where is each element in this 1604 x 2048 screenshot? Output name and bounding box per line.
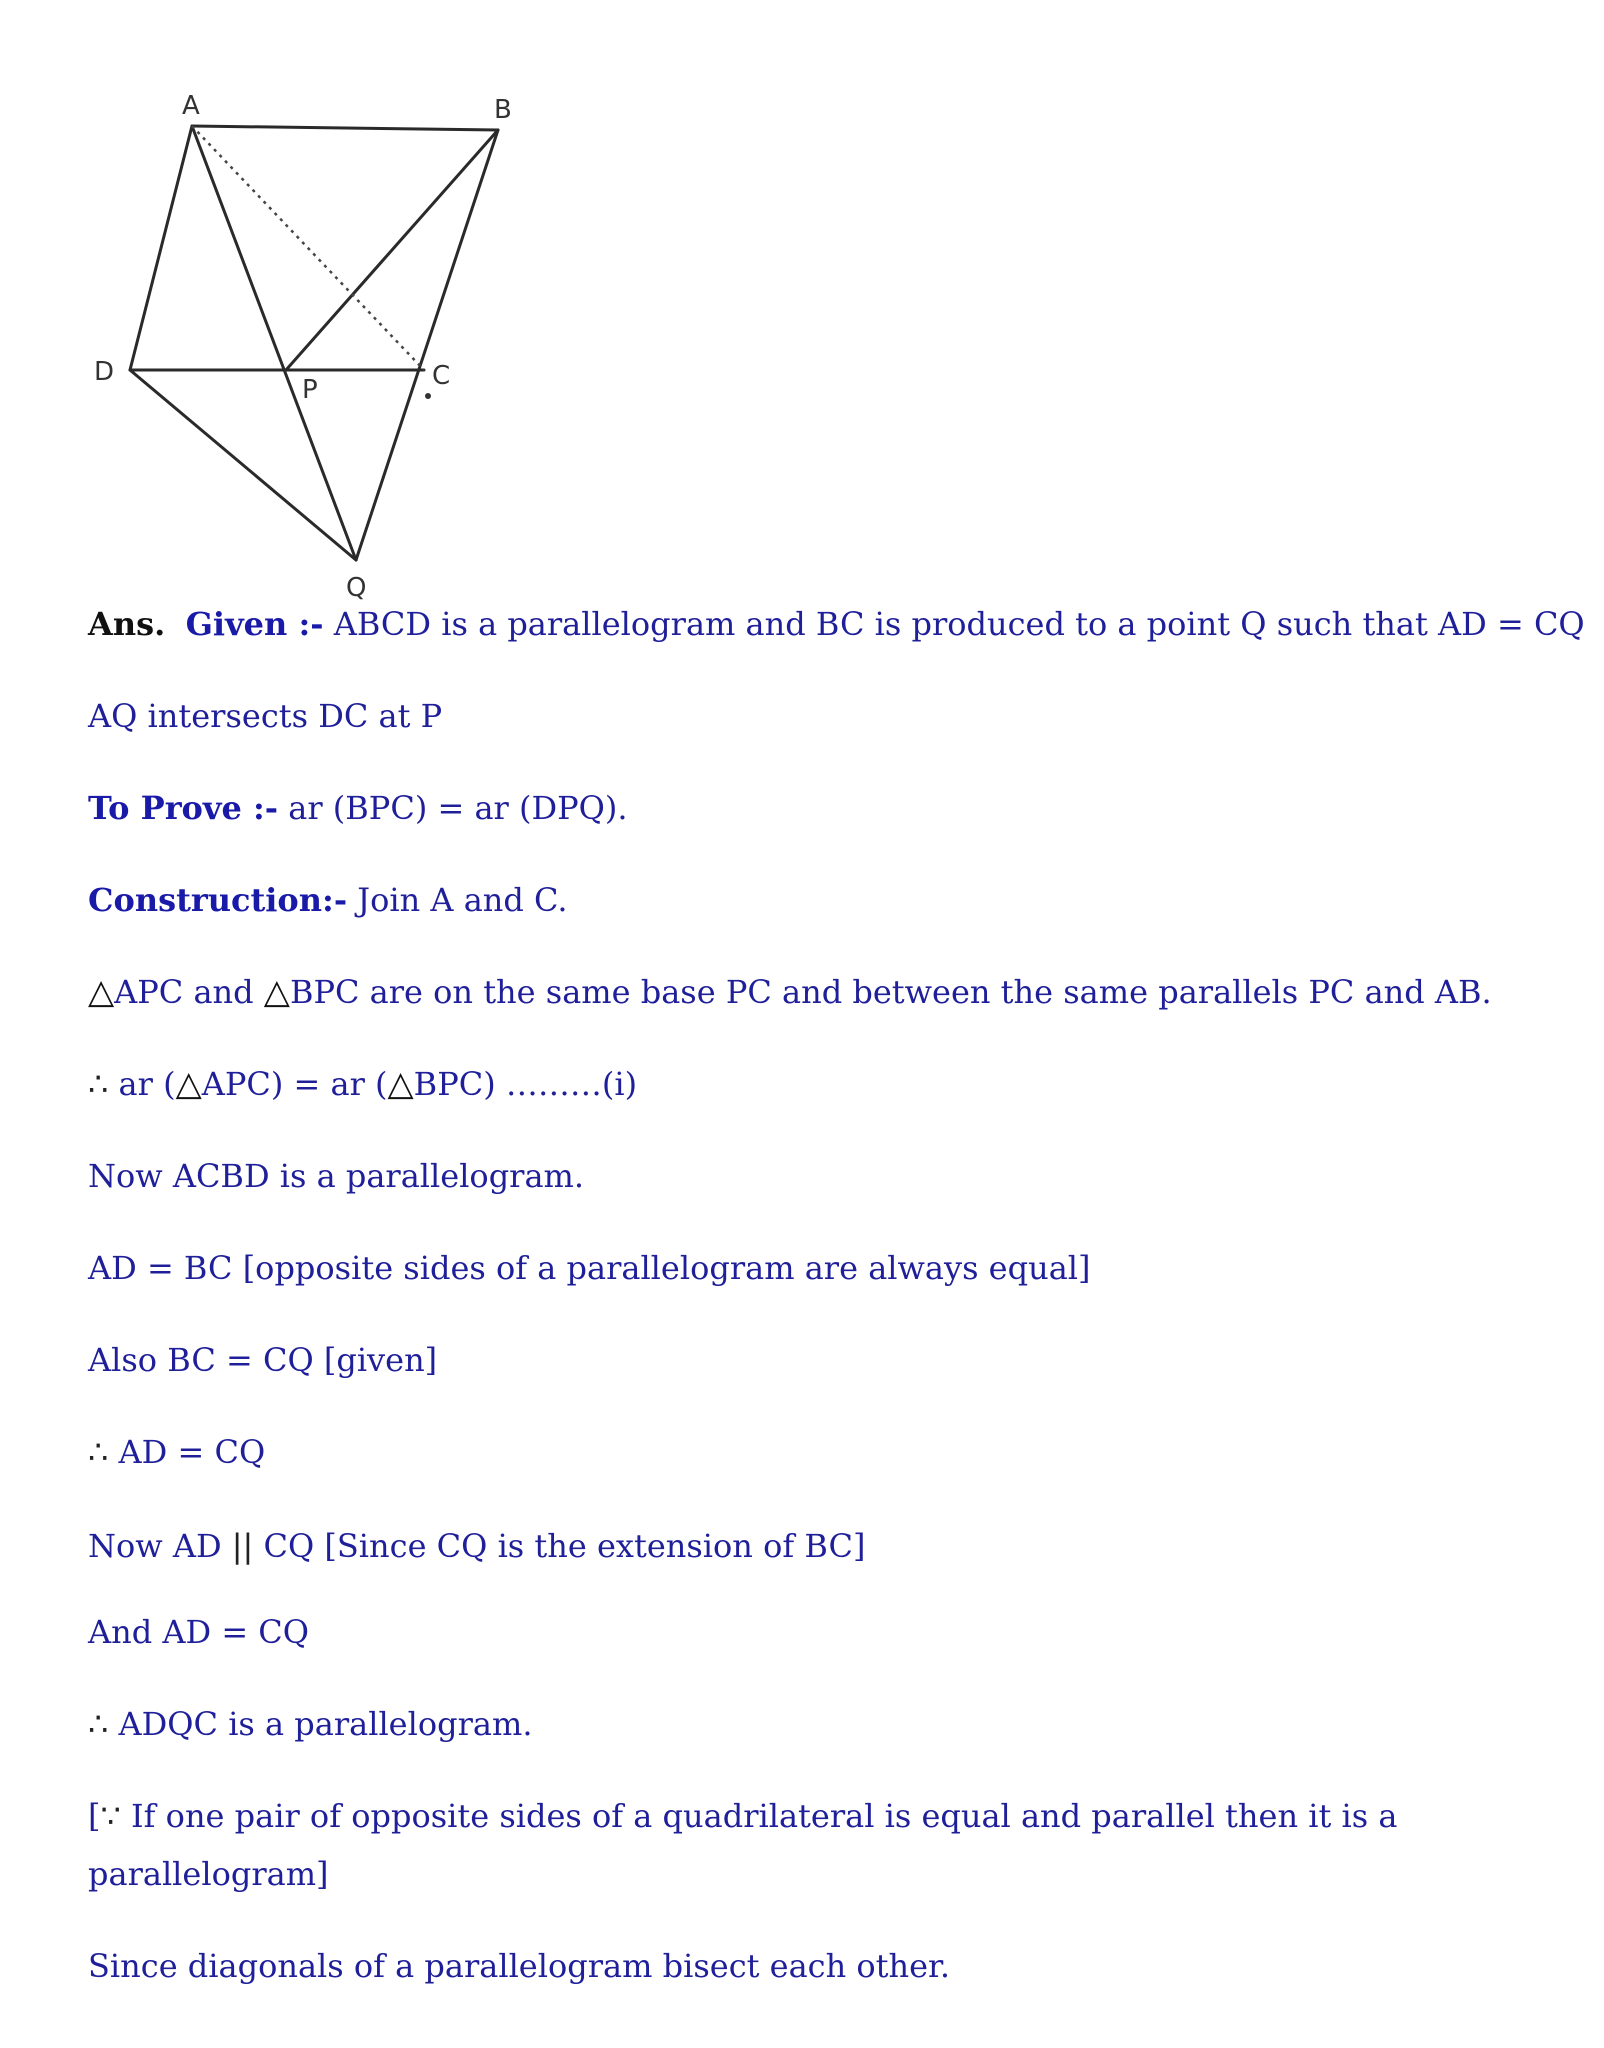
parallelogram-diagram [80, 80, 560, 600]
reason-line [88, 1796, 1564, 1836]
given-label: Given :- [185, 605, 324, 643]
parallel-text-b: CQ [Since CQ is the extension of BC] [253, 1527, 866, 1565]
to-prove-label: To Prove :- [88, 789, 279, 827]
same-base-text-b: BPC are on the same base PC and between the same parallels PC and AB. [289, 973, 1492, 1011]
diagonal-ac-dotted [192, 126, 424, 370]
geometry-figure [80, 80, 560, 600]
ans-label: Ans. [88, 605, 166, 643]
edge-bp [286, 130, 498, 370]
reason-continued-line: parallelogram] [88, 1855, 329, 1893]
intersect-line: AQ intersects DC at P [88, 697, 443, 735]
triangle-icon: △ [88, 972, 115, 1012]
therefore-icon: ∴ [88, 1705, 109, 1743]
to-prove-line [88, 788, 1564, 828]
given-text: ABCD is a parallelogram and BC is produced to a point Q such that AD = CQ [323, 605, 1585, 643]
area-eq-b: APC) = ar ( [201, 1065, 388, 1103]
parallel-icon: || [231, 1527, 254, 1565]
reason-text: If one pair of opposite sides of a quadrilateral is equal and parallel then it is a [120, 1797, 1398, 1835]
same-base-text-a: APC and [114, 973, 264, 1011]
parallel-text-a: Now AD [88, 1527, 232, 1565]
edge-ab [192, 126, 498, 130]
label-a: A [182, 91, 200, 121]
edge-bq [356, 130, 498, 560]
point-c-dot [425, 393, 431, 399]
label-p: P [302, 375, 318, 405]
edge-ad [130, 126, 192, 370]
triangle-icon: △ [263, 972, 290, 1012]
and-ad-cq-line: And AD = CQ [88, 1613, 310, 1651]
edge-dq [130, 370, 356, 560]
because-icon: ∵ [100, 1797, 121, 1835]
adqc-text: ADQC is a parallelogram. [108, 1705, 533, 1743]
given-line [88, 604, 1585, 644]
label-c: C [432, 361, 451, 391]
ad-bc-line: AD = BC [opposite sides of a parallelogram are always equal] [88, 1249, 1091, 1287]
diagonals-line: Since diagonals of a parallelogram bisect each other. [88, 1947, 950, 1985]
parallel-line [88, 1526, 1564, 1566]
therefore-icon: ∴ [88, 1433, 109, 1471]
label-d: D [94, 357, 115, 387]
reason-bracket: [ [88, 1797, 101, 1835]
ad-cq-text: AD = CQ [108, 1433, 266, 1471]
adqc-line [88, 1704, 1564, 1744]
bc-cq-line: Also BC = CQ [given] [88, 1341, 438, 1379]
construction-label: Construction:- [88, 881, 348, 919]
to-prove-text: ar (BPC) = ar (DPQ). [278, 789, 628, 827]
construction-line [88, 880, 1564, 920]
triangle-icon: △ [387, 1064, 414, 1104]
area-eq-a: ar ( [108, 1065, 176, 1103]
therefore-icon: ∴ [88, 1065, 109, 1103]
ad-cq-line [88, 1432, 1564, 1472]
same-base-line [88, 972, 1564, 1012]
label-q: Q [346, 573, 367, 600]
construction-text: Join A and C. [347, 881, 568, 919]
acbd-line: Now ACBD is a parallelogram. [88, 1157, 585, 1195]
triangle-icon: △ [175, 1064, 202, 1104]
area-eq-c: BPC) ………(i) [413, 1065, 638, 1103]
edge-aq [192, 126, 356, 560]
label-b: B [494, 95, 512, 125]
area-equation-line [88, 1064, 1564, 1104]
